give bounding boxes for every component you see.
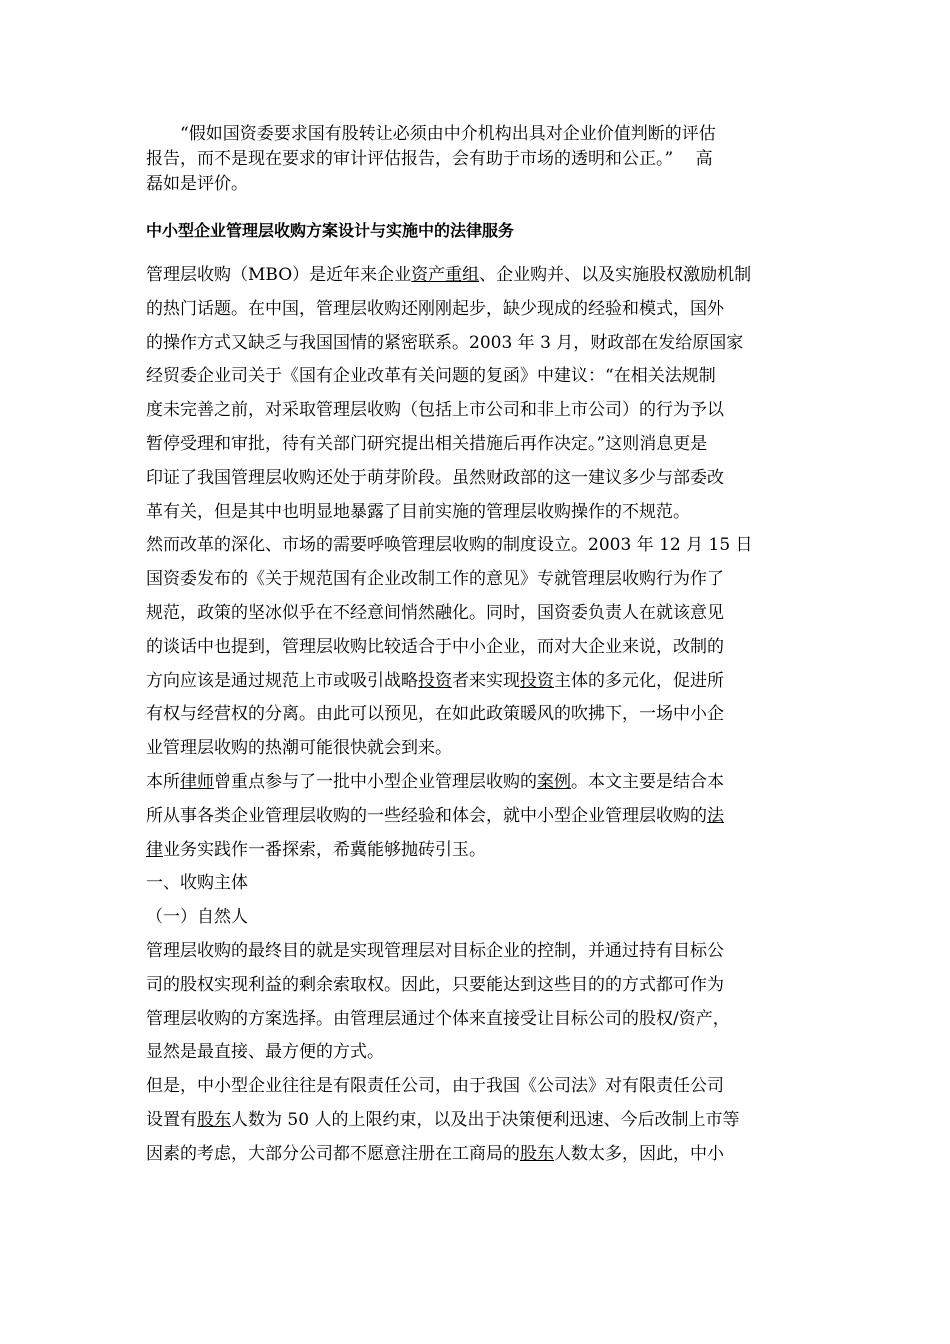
text-segment: 因素的考虑，大部分公司都不愿意注册在工商局的 — [146, 1143, 520, 1164]
quote-line-2: 报告，而不是现在要求的审计评估报告，会有助于市场的透明和公正。” 高 — [146, 149, 713, 169]
intro-paragraph — [146, 259, 806, 529]
subsection-1-label: （一）自然人 — [146, 907, 248, 928]
firm-paragraph — [146, 766, 806, 867]
text-segment: 人数为 50 人的上限约束，以及出于决策便利迅速、今后改制上市等 — [231, 1109, 740, 1130]
text-segment: 业务实践作一番探索，希冀能够抛砖引玉。 — [163, 839, 486, 860]
section-1-label: 一、收购主体 — [146, 873, 248, 894]
quote-line-1: “假如国资委要求国有股转让必须由中介机构出具对企业价值判断的评估 — [180, 124, 716, 144]
firm-line-2 — [146, 800, 806, 834]
natural-line-2: 司的股权实现利益的剩余索取权。因此，只要能达到这些目的的方式都可作为 — [146, 974, 724, 995]
natural-line-4: 显然是最直接、最方便的方式。 — [146, 1042, 384, 1063]
text-segment: 管理层收购（MBO）是近年来企业 — [146, 265, 412, 285]
intro-line-3: 的操作方式又缺乏与我国国情的紧密联系。2003 年 3 月，财政部在发给原国家 — [146, 332, 744, 353]
reform-line-7: 业管理层收购的热潮可能很快就会到来。 — [146, 738, 452, 759]
text-segment: 主体的多元化，促进所 — [554, 670, 724, 691]
link-shareholder-1[interactable]: 股东 — [197, 1109, 231, 1130]
quote-paragraph — [146, 122, 806, 197]
link-asset-restructuring[interactable]: 资产重组 — [411, 265, 480, 285]
intro-line-6: 暂停受理和审批，待有关部门研究提出相关措施后再作决定。”这则消息更是 — [146, 433, 708, 454]
firm-line-3 — [146, 834, 806, 868]
link-law-part-2[interactable]: 律 — [146, 839, 163, 860]
section-1-title — [146, 867, 806, 901]
link-law-part-1[interactable]: 法 — [707, 805, 724, 826]
intro-line-4: 经贸委企业司关于《国有企业改革有关问题的复函》中建议：“在相关法规制 — [146, 366, 716, 387]
natural-person-paragraph — [146, 935, 806, 1070]
document-page — [146, 122, 806, 1172]
reform-line-4: 的谈话中也提到，管理层收购比较适合于中小企业，而对大企业来说，改制的 — [146, 636, 724, 657]
intro-line-1 — [146, 259, 806, 293]
firm-line-1 — [146, 766, 806, 800]
natural-line-1: 管理层收购的最终目的就是实现管理层对目标企业的控制，并通过持有目标公 — [146, 940, 724, 961]
intro-line-2: 的热门话题。在中国，管理层收购还刚刚起步，缺少现成的经验和模式，国外 — [146, 298, 724, 319]
reform-line-3: 规范，政策的坚冰似乎在不经意间悄然融化。同时，国资委负责人在就该意见 — [146, 602, 724, 623]
text-segment: 方向应该是通过规范上市或吸引战略 — [146, 670, 418, 691]
article-heading: 中小型企业管理层收购方案设计与实施中的法律服务 — [146, 221, 515, 240]
intro-line-8: 革有关，但是其中也明显地暴露了目前实施的管理层收购操作的不规范。 — [146, 501, 690, 522]
link-shareholder-2[interactable]: 股东 — [520, 1143, 554, 1164]
intro-line-5: 度未完善之前，对采取管理层收购（包括上市公司和非上市公司）的行为予以 — [146, 400, 724, 421]
reform-line-2: 国资委发布的《关于规范国有企业改制工作的意见》专就管理层收购行为作了 — [146, 569, 724, 590]
however-line-3 — [146, 1138, 806, 1172]
reform-paragraph — [146, 529, 806, 766]
text-segment: 曾重点参与了一批中小型企业管理层收购的 — [214, 771, 537, 792]
however-paragraph — [146, 1070, 806, 1171]
natural-line-3: 管理层收购的方案选择。由管理层通过个体来直接受让目标公司的股权/资产， — [146, 1008, 730, 1029]
text-segment: 者来实现 — [452, 670, 520, 691]
link-investment-2[interactable]: 投资 — [520, 670, 554, 691]
text-segment: 设置有 — [146, 1109, 197, 1130]
however-line-2 — [146, 1104, 806, 1138]
link-investment-1[interactable]: 投资 — [418, 670, 452, 691]
text-segment: 、企业购并、以及实施股权激励机制 — [479, 265, 752, 285]
text-segment: 本所 — [146, 771, 180, 792]
quote-line-3: 磊如是评价。 — [146, 174, 248, 194]
reform-line-1: 然而改革的深化、市场的需要呼唤管理层收购的制度设立。2003 年 12 月 15 日 — [146, 535, 753, 556]
text-segment: 。本文主要是结合本 — [571, 771, 724, 792]
link-case[interactable]: 案例 — [537, 771, 571, 792]
text-segment: 所从事各类企业管理层收购的一些经验和体会，就中小型企业管理层收购的 — [146, 805, 707, 826]
however-line-1: 但是，中小型企业往往是有限责任公司，由于我国《公司法》对有限责任公司 — [146, 1076, 724, 1097]
subsection-1-title — [146, 901, 806, 935]
reform-line-6: 有权与经营权的分离。由此可以预见，在如此政策暖风的吹拂下，一场中小企 — [146, 704, 724, 725]
reform-line-5 — [146, 665, 806, 699]
link-lawyer[interactable]: 律师 — [180, 771, 214, 792]
intro-line-7: 印证了我国管理层收购还处于萌芽阶段。虽然财政部的这一建议多少与部委改 — [146, 467, 724, 488]
text-segment: 人数太多，因此，中小 — [554, 1143, 724, 1164]
